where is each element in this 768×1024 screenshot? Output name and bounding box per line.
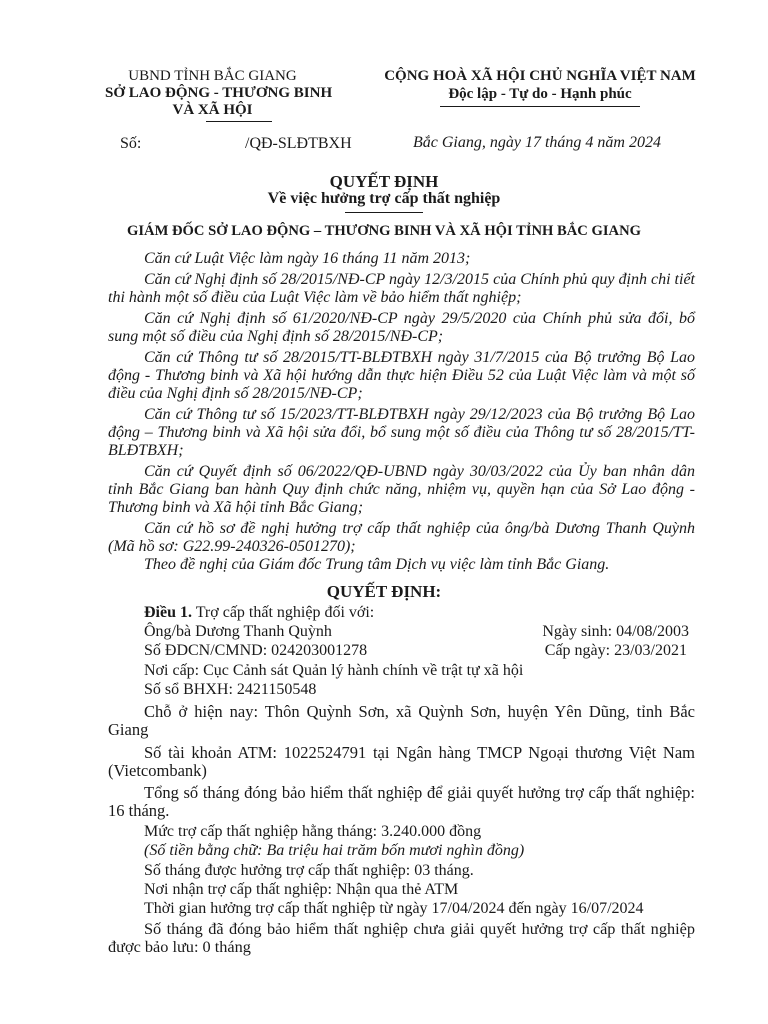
article-1-intro-text: Trợ cấp thất nghiệp đối với:: [192, 604, 375, 621]
reserved-months: Số tháng đã đóng bảo hiểm thất nghiệp chưa giải quyết hưởng trợ cấp thất nghiệp được bảo lưu: 0 tháng: [108, 919, 695, 956]
legal-basis: Căn cứ Quyết định số 06/2022/QĐ-UBND ngày 30/03/2022 của Ủy ban nhân dân tỉnh Bắc Giang ban hành Quy định chức năng, nhiệm vụ, quyền hạn của Sở Lao động - Thương binh và Xã hội tỉnh Bắc Giang;: [108, 463, 695, 516]
document-number-label: Số:: [120, 135, 142, 152]
legal-basis: Căn cứ Nghị định số 28/2015/NĐ-CP ngày 12/3/2015 của Chính phủ quy định chi tiết thi hành một số điều của Luật Việc làm về bảo hiểm thất nghiệp;: [108, 271, 695, 306]
receive-method: Nơi nhận trợ cấp thất nghiệp: Nhận qua thẻ ATM: [144, 881, 459, 898]
place-and-date: Bắc Giang, ngày 17 tháng 4 năm 2024: [413, 134, 661, 151]
issuer-line-3: VÀ XÃ HỘI: [172, 102, 253, 118]
insurance-months-paid: Tổng số tháng đóng bảo hiểm thất nghiệp để giải quyết hưởng trợ cấp thất nghiệp: 16 tháng.: [108, 783, 695, 820]
document-subject: Về việc hưởng trợ cấp thất nghiệp: [267, 190, 501, 207]
beneficiary-name: Ông/bà Dương Thanh Quỳnh: [144, 623, 332, 640]
benefit-months: Số tháng được hưởng trợ cấp thất nghiệp: 03 tháng.: [144, 862, 474, 879]
id-issued-by: Nơi cấp: Cục Cảnh sát Quản lý hành chính về trật tự xã hội: [144, 662, 524, 679]
beneficiary-row: [108, 623, 695, 641]
legal-bases: [108, 250, 695, 580]
legal-basis: Căn cứ Thông tư số 15/2023/TT-BLĐTBXH ngày 29/12/2023 của Bộ trưởng Bộ Lao động – Thương binh và Xã hội sửa đổi, bổ sung một số điều của Thông tư số 28/2015/TT-BLĐTBXH;: [108, 406, 695, 459]
issuer-underline: [206, 121, 272, 122]
article-1-label: Điều 1.: [144, 604, 192, 621]
issuer-line-1: UBND TỈNH BẮC GIANG: [128, 68, 297, 84]
legal-basis: Căn cứ Nghị định số 61/2020/NĐ-CP ngày 29/5/2020 của Chính phủ sửa đổi, bổ sung một số điều của Nghị định số 28/2015/NĐ-CP;: [108, 310, 695, 345]
legal-basis: Căn cứ Thông tư số 28/2015/TT-BLĐTBXH ngày 31/7/2015 của Bộ trưởng Bộ Lao động - Thương binh và Xã hội hướng dẫn thực hiện Điều 52 của Luật Việc làm và một số điều của Nghị định số 28/2015/NĐ-CP;: [108, 349, 695, 402]
legal-basis: Theo đề nghị của Giám đốc Trung tâm Dịch vụ việc làm tỉnh Bắc Giang.: [144, 556, 610, 573]
authority-heading: GIÁM ĐỐC SỞ LAO ĐỘNG – THƯƠNG BINH VÀ XÃ HỘI TỈNH BẮC GIANG: [127, 223, 641, 239]
nation-motto: Độc lập - Tự do - Hạnh phúc: [448, 86, 632, 102]
id-row: [108, 642, 695, 660]
benefit-period: Thời gian hưởng trợ cấp thất nghiệp từ ngày 17/04/2024 đến ngày 16/07/2024: [144, 900, 644, 917]
legal-basis: Căn cứ Luật Việc làm ngày 16 tháng 11 năm 2013;: [144, 250, 471, 267]
subject-underline: [345, 212, 423, 213]
decision-heading: QUYẾT ĐỊNH:: [326, 582, 442, 601]
document-number-code: /QĐ-SLĐTBXH: [245, 135, 352, 152]
legal-basis: Căn cứ hồ sơ đề nghị hưởng trợ cấp thất nghiệp của ông/bà Dương Thanh Quỳnh (Mã hồ sơ: G22.99-240326-0501270);: [108, 520, 695, 555]
bank-account: Số tài khoản ATM: 1022524791 tại Ngân hàng TMCP Ngoại thương Việt Nam (Vietcombank): [108, 743, 695, 780]
current-address: Chỗ ở hiện nay: Thôn Quỳnh Sơn, xã Quỳnh Sơn, huyện Yên Dũng, tỉnh Bắc Giang: [108, 702, 695, 739]
motto-underline: [440, 106, 640, 107]
nation-title: CỘNG HOÀ XÃ HỘI CHỦ NGHĨA VIỆT NAM: [384, 68, 696, 84]
article-1: [108, 604, 695, 954]
beneficiary-dob: Ngày sinh: 04/08/2003: [542, 623, 689, 640]
amount-in-words: (Số tiền bằng chữ: Ba triệu hai trăm bốn mươi nghìn đồng): [144, 842, 525, 859]
id-issue-date: Cấp ngày: 23/03/2021: [544, 642, 687, 659]
social-insurance-number: Số sổ BHXH: 2421150548: [144, 681, 317, 698]
document-title: QUYẾT ĐỊNH: [329, 172, 439, 191]
issuer-line-2: SỞ LAO ĐỘNG - THƯƠNG BINH: [105, 85, 333, 101]
article-1-intro: [108, 604, 695, 622]
monthly-benefit-amount: Mức trợ cấp thất nghiệp hằng tháng: 3.240.000 đồng: [144, 823, 482, 840]
id-number: Số ĐDCN/CMND: 024203001278: [144, 642, 368, 659]
